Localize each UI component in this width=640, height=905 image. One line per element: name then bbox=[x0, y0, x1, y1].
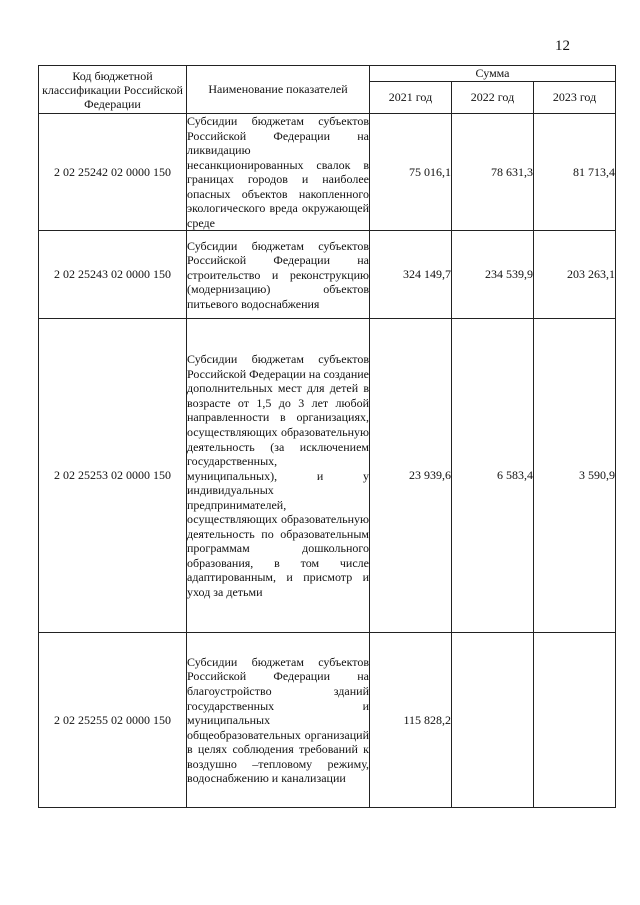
row-value-2021: 324 149,7 bbox=[370, 231, 452, 319]
header-code: Код бюджетной классификации Российской Федерации bbox=[39, 66, 187, 114]
row-value-2022: 234 539,9 bbox=[452, 231, 534, 319]
row-value-2021: 75 016,1 bbox=[370, 114, 452, 231]
row-name: Субсидии бюджетам субъектов Российской Федерации на создание дополнительных мест для детей в возрасте от 1,5 до 3 лет любой направленности в организациях, осуществляющих образовательную деятельность (за исключением государственных, муниципальных), и у индивидуальных предпринимателей, осуществляющих образовательную деятельность по образовательным программам дошкольного образования, в том числе адаптированным, и присмотр и уход за детьми bbox=[187, 319, 370, 633]
row-code: 2 02 25242 02 0000 150 bbox=[39, 114, 187, 231]
table-row bbox=[39, 319, 616, 633]
header-sum: Сумма bbox=[370, 66, 616, 82]
row-value-2021: 115 828,2 bbox=[370, 633, 452, 808]
row-name: Субсидии бюджетам субъектов Российской Федерации на благоустройство зданий государственных и муниципальных общеобразовательных организаций в целях соблюдения требований к воздушно –тепловому режиму, водоснабжению и канализации bbox=[187, 633, 370, 808]
row-name: Субсидии бюджетам субъектов Российской Федерации на строительство и реконструкцию (модернизацию) объектов питьевого водоснабжения bbox=[187, 231, 370, 319]
row-code: 2 02 25255 02 0000 150 bbox=[39, 633, 187, 808]
header-name: Наименование показателей bbox=[187, 66, 370, 114]
header-year-2021: 2021 год bbox=[370, 82, 452, 114]
row-value-2022 bbox=[452, 633, 534, 808]
header-year-2023: 2023 год bbox=[534, 82, 616, 114]
row-value-2023 bbox=[534, 633, 616, 808]
row-code: 2 02 25253 02 0000 150 bbox=[39, 319, 187, 633]
row-value-2023: 81 713,4 bbox=[534, 114, 616, 231]
row-value-2023: 203 263,1 bbox=[534, 231, 616, 319]
row-value-2022: 6 583,4 bbox=[452, 319, 534, 633]
row-name: Субсидии бюджетам субъектов Российской Федерации на ликвидацию несанкционированных свалок в границах городов и наиболее опасных объектов накопленного экологического вреда окружающей среде bbox=[187, 114, 369, 230]
row-value-2022: 78 631,3 bbox=[452, 114, 534, 231]
header-year-2022: 2022 год bbox=[452, 82, 534, 114]
row-value-2021: 23 939,6 bbox=[370, 319, 452, 633]
table-row bbox=[39, 114, 616, 231]
table-row bbox=[39, 231, 616, 319]
budget-table bbox=[38, 65, 616, 808]
header-row bbox=[39, 66, 616, 82]
page-number: 12 bbox=[555, 38, 570, 54]
table-row bbox=[39, 633, 616, 808]
row-code: 2 02 25243 02 0000 150 bbox=[39, 231, 187, 319]
row-value-2023: 3 590,9 bbox=[534, 319, 616, 633]
